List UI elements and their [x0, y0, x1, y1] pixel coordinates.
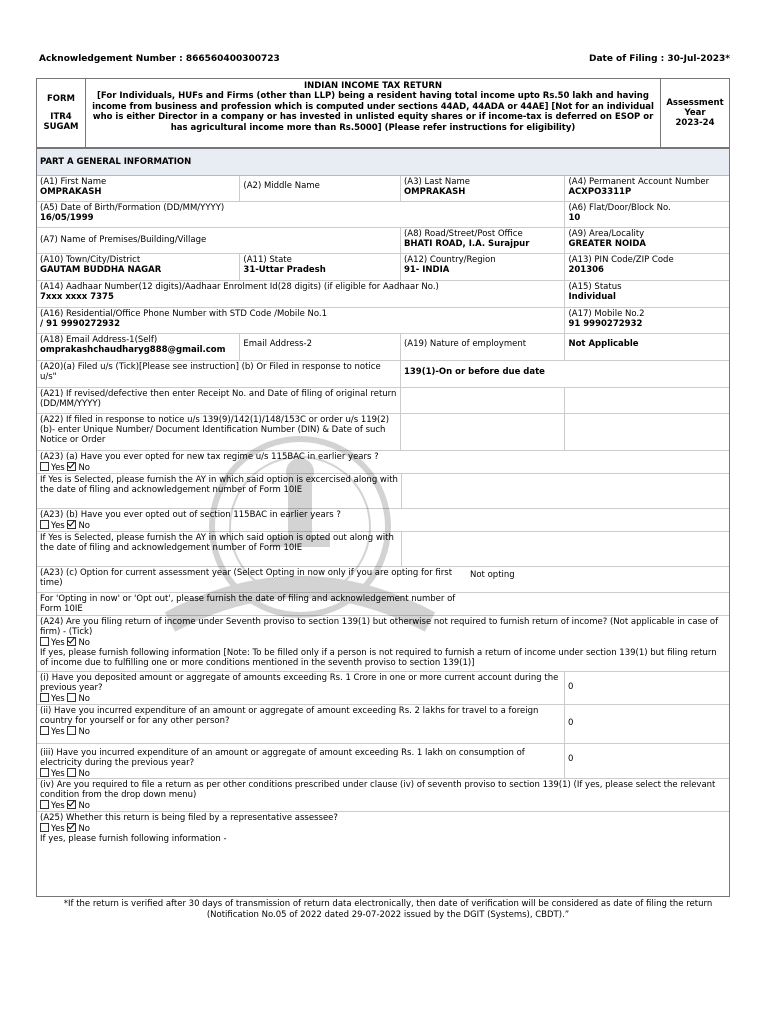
no-label: No: [78, 824, 90, 834]
q1-no-checkbox[interactable]: [67, 693, 76, 702]
a23b-yes-checkbox[interactable]: [40, 520, 49, 529]
a24-no-checkbox[interactable]: [67, 637, 76, 646]
no-label: No: [78, 521, 90, 531]
status-value: Individual: [568, 292, 616, 302]
dob-value: 16/05/1999: [40, 213, 94, 223]
q1-options: [40, 693, 561, 704]
a23a-no-checkbox[interactable]: [67, 462, 76, 471]
q2-text: (ii) Have you incurred expenditure of an amount or aggregate of amount exceeding Rs. 2 lakhs for travel to a foreign country for yourself or for any other person?: [40, 706, 539, 726]
town-label: (A10) Town/City/District: [40, 255, 141, 265]
form-title-body: [For Individuals, HUFs and Firms (other than LLP) being a resident having total income upto Rs.50 lakh and having income from business and profession which is computed under sections 44AD, 44ADA or 44AE] [Not for an individual who is either Director in a company or has invested in unlisted equity shares or if income-tax is deferred on ESOP or has agricultural income more than Rs.5000] (Please refer instructions for eligibility): [92, 91, 654, 133]
notice-extra-cell: [565, 414, 729, 450]
a24-options: [40, 637, 726, 648]
employment-value: Not Applicable: [568, 339, 639, 349]
a24-text: (A24) Are you filing return of income under Seventh proviso to section 139(1) but otherwise not required to furnish return of income? (Not applicable in case of firm) - (Tick): [40, 617, 719, 637]
phone-label: (A16) Residential/Office Phone Number with STD Code /Mobile No.1: [40, 309, 328, 319]
a23a-yes-checkbox[interactable]: [40, 462, 49, 471]
ay-line3: 2023-24: [675, 118, 715, 128]
flat-cell: [565, 202, 729, 227]
no-label: No: [78, 801, 90, 811]
a24-sub-text: If yes, please furnish following information [Note: To be filled only if a person is not required to furnish a return of income under section 139(1) but filing return of income due to fulfilling one or more conditions mentioned in the seventh proviso to section 139(1)]: [40, 648, 717, 668]
q3-text: (iii) Have you incurred expenditure of an amount or aggregate of amount exceeding Rs. 1 lakh on consumption of electricity during the previous year?: [40, 748, 525, 768]
q4-text: (iv) Are you required to file a return as per other conditions prescribed under clause (iv) of seventh proviso to section 139(1) (If yes, please select the relevant condition from the drop down menu): [40, 780, 716, 800]
table-row: [37, 176, 729, 202]
premises-cell: [37, 228, 401, 253]
form-label: FORM: [46, 94, 76, 104]
first-name-cell: [37, 176, 240, 201]
town-value: GAUTAM BUDDHA NAGAR: [40, 265, 162, 275]
question-a23a-sub: [37, 474, 729, 509]
a23a-text: (A23) (a) Have you ever opted for new tax regime u/s 115BAC in earlier years ?: [40, 452, 379, 462]
q4-yes-checkbox[interactable]: [40, 800, 49, 809]
phone-value: / 91 9990272932: [40, 319, 120, 329]
q3-yes-checkbox[interactable]: [40, 768, 49, 777]
q2-no-checkbox[interactable]: [67, 726, 76, 735]
pin-cell: [565, 254, 729, 280]
form-line2: SUGAM: [43, 122, 79, 132]
filed-us-value-cell: [401, 361, 729, 387]
flat-value: 10: [568, 213, 581, 223]
town-cell: [37, 254, 240, 280]
question-a23b: [37, 509, 729, 532]
a23c-value: Not opting: [470, 570, 515, 580]
pin-label: (A13) PIN Code/ZIP Code: [568, 255, 674, 265]
part-a-heading: PART A GENERAL INFORMATION: [37, 149, 729, 176]
revised-label: (A21) If revised/defective then enter Receipt No. and Date of filing of original return (DD/MM/YYYY): [40, 389, 397, 409]
question-q2: [37, 705, 729, 744]
road-cell: [401, 228, 566, 253]
table-row: [37, 388, 729, 414]
a23a-options: [40, 462, 726, 473]
q1-text: (i) Have you deposited amount or aggregate of amounts exceeding Rs. 1 Crore in one or more current account during the previous year?: [40, 673, 559, 693]
table-row: [37, 254, 729, 281]
premises-label: (A7) Name of Premises/Building/Village: [40, 235, 207, 245]
top-line: [39, 54, 730, 64]
a25-no-checkbox[interactable]: [67, 823, 76, 832]
email1-value: omprakashchaudharyg888@gmail.com: [40, 345, 226, 355]
no-label: No: [78, 694, 90, 704]
revised-cell: [37, 388, 401, 413]
a23b-sub-text: If Yes is Selected, please furnish the AY in which said option is opted out along with the date of filing and acknowledgement number of Form 10IE: [40, 533, 394, 553]
aadhaar-value: 7xxx xxxx 7375: [40, 292, 114, 302]
table-row: [37, 308, 729, 334]
a25-options: [40, 823, 726, 834]
date-of-filing: Date of Filing : 30-Jul-2023*: [588, 54, 730, 64]
question-a24: [37, 616, 729, 672]
q2-options: [40, 726, 561, 737]
table-row: [37, 281, 729, 308]
yes-label: Yes: [51, 824, 65, 834]
country-value: 91- INDIA: [403, 265, 450, 275]
form-title-box: [86, 79, 661, 147]
road-value: BHATI ROAD, I.A. Surajpur: [403, 239, 530, 249]
dob-cell: [37, 202, 565, 227]
q1-yes-checkbox[interactable]: [40, 693, 49, 702]
dob-label: (A5) Date of Birth/Formation (DD/MM/YYYY): [40, 203, 225, 213]
area-cell: [565, 228, 729, 253]
yes-label: Yes: [51, 769, 65, 779]
q3-no-checkbox[interactable]: [67, 768, 76, 777]
a23c-sub-text: For 'Opting in now' or 'Opt out', please furnish the date of filing and acknowledgement number of Form 10IE: [40, 594, 456, 614]
q2-value: 0: [568, 718, 574, 728]
table-row: [37, 414, 729, 451]
ay-line2: Year: [684, 108, 706, 118]
a25-sub-text: If yes, please furnish following information -: [40, 834, 227, 844]
pan-label: (A4) Permanent Account Number: [568, 177, 710, 187]
state-label: (A11) State: [243, 255, 292, 265]
table-row: [37, 334, 729, 361]
country-label: (A12) Country/Region: [403, 255, 496, 265]
ay-line1: Assessment: [666, 98, 724, 108]
email1-label: (A18) Email Address-1(Self): [40, 335, 158, 345]
email2-cell: [240, 334, 401, 360]
employment-value-cell: [565, 334, 729, 360]
last-name-cell: [401, 176, 566, 201]
yes-label: Yes: [51, 463, 65, 473]
area-value: GREATER NOIDA: [568, 239, 646, 249]
yes-label: Yes: [51, 521, 65, 531]
a23b-no-checkbox[interactable]: [67, 520, 76, 529]
a23b-text: (A23) (b) Have you ever opted out of section 115BAC in earlier years ?: [40, 510, 341, 520]
middle-name-label: (A2) Middle Name: [243, 181, 320, 191]
q4-no-checkbox[interactable]: [67, 800, 76, 809]
state-value: 31-Uttar Pradesh: [243, 265, 326, 275]
form-header: [36, 78, 730, 148]
q3-value: 0: [568, 754, 574, 764]
revised-extra-cell: [565, 388, 729, 413]
question-a23c-sub: [37, 593, 729, 616]
yes-label: Yes: [51, 694, 65, 704]
a23c-text: (A23) (c) Option for current assessment year (Select Opting in now only if you are opting for first time): [40, 568, 453, 588]
state-cell: [240, 254, 401, 280]
filed-us-cell: [37, 361, 401, 387]
pin-value: 201306: [568, 265, 604, 275]
form-line1: ITR4: [50, 112, 72, 122]
acknowledgement-number: Acknowledgement Number : 866560400300723: [39, 54, 280, 64]
form-name-box: [37, 79, 86, 147]
aadhaar-cell: [37, 281, 565, 307]
mobile2-cell: [565, 308, 729, 333]
footnote: *If the return is verified after 30 days of transmission of return data electronically, then date of verification will be considered as date of filing the return (Notification No.05 of 2022 dated 29-07-2022 issued by the DGIT (Systems), CBDT).”: [63, 899, 713, 920]
question-a23b-sub: [37, 532, 729, 567]
flat-label: (A6) Flat/Door/Block No.: [568, 203, 671, 213]
pan-cell: [565, 176, 729, 201]
form-body: [36, 148, 730, 897]
a25-text: (A25) Whether this return is being filed by a representative assessee?: [40, 813, 338, 823]
question-a23a: [37, 451, 729, 474]
pan-value: ACXPO3311P: [568, 187, 632, 197]
first-name-value: OMPRAKASH: [40, 187, 102, 197]
first-name-label: (A1) First Name: [40, 177, 107, 187]
last-name-label: (A3) Last Name: [403, 177, 470, 187]
question-q1: [37, 672, 729, 705]
no-label: No: [78, 769, 90, 779]
q3-options: [40, 768, 561, 779]
question-a25: [37, 812, 729, 844]
country-cell: [401, 254, 566, 280]
filed-us-label: (A20)(a) Filed u/s (Tick)[Please see instruction] (b) Or Filed in response to notice u/s": [40, 362, 381, 382]
question-q3: [37, 744, 729, 779]
status-label: (A15) Status: [568, 282, 622, 292]
no-label: No: [78, 463, 90, 473]
a25-yes-checkbox[interactable]: [40, 823, 49, 832]
aadhaar-label: (A14) Aadhaar Number(12 digits)/Aadhaar Enrolment Id(28 digits) (if eligible for Aadhaar No.): [40, 282, 439, 292]
phone-cell: [37, 308, 565, 333]
a23a-sub-text: If Yes is Selected, please furnish the AY in which said option is excercised along with the date of filing and acknowledgement number of Form 10IE: [40, 475, 398, 495]
last-name-value: OMPRAKASH: [403, 187, 466, 197]
employment-cell: [401, 334, 566, 360]
notice-label: (A22) If filed in response to notice u/s 139(9)/142(1)/148/153C or order u/s 119(2)(b)- enter Unique Number/ Document Identification Number (DIN) & Date of such Notice or Order: [40, 415, 390, 445]
q4-options: [40, 800, 726, 811]
email1-cell: [37, 334, 240, 360]
q2-yes-checkbox[interactable]: [40, 726, 49, 735]
table-row: [37, 361, 729, 388]
no-label: No: [78, 638, 90, 648]
question-q4: [37, 779, 729, 812]
status-cell: [565, 281, 729, 307]
road-label: (A8) Road/Street/Post Office: [403, 229, 523, 239]
mobile2-label: (A17) Mobile No.2: [568, 309, 645, 319]
email2-label: Email Address-2: [243, 339, 313, 349]
form-title: INDIAN INCOME TAX RETURN: [303, 81, 443, 91]
yes-label: Yes: [51, 801, 65, 811]
notice-value-cell: [401, 414, 566, 450]
question-a23c: [37, 567, 729, 593]
filed-us-value: 139(1)-On or before due date: [403, 367, 545, 377]
a24-yes-checkbox[interactable]: [40, 637, 49, 646]
yes-label: Yes: [51, 727, 65, 737]
yes-label: Yes: [51, 638, 65, 648]
revised-value-cell: [401, 388, 566, 413]
table-row: [37, 228, 729, 254]
area-label: (A9) Area/Locality: [568, 229, 645, 239]
employment-label: (A19) Nature of employment: [403, 339, 527, 349]
middle-name-cell: [240, 176, 401, 201]
no-label: No: [78, 727, 90, 737]
mobile2-value: 91 9990272932: [568, 319, 643, 329]
q1-value: 0: [568, 682, 574, 692]
assessment-year-box: [661, 79, 729, 147]
a23b-options: [40, 520, 726, 531]
notice-cell: [37, 414, 401, 450]
table-row: [37, 202, 729, 228]
